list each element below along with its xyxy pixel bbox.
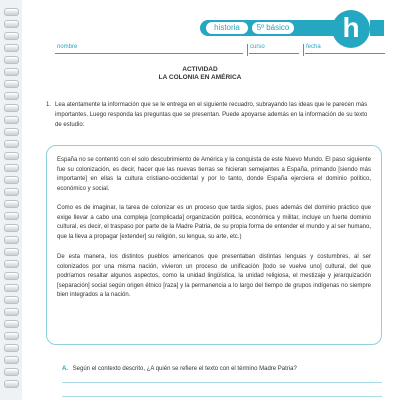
- date-label: fecha: [306, 44, 321, 50]
- spiral-ring: [4, 44, 19, 52]
- reading-paragraph-1: España no se contentó con el solo descubrimiento de América y la conquista de este Nuevo Mundo. El paso siguiente fue su colonización, es decir, hacer que las nuevas tierras se hicieran semejantes a España, primando [siendo más importante] en ellas la cultura cristiano-occidental y por lo tanto, donde España ejerciera el dominio político, económico y social.: [57, 157, 371, 192]
- subject-pill: historia: [206, 22, 248, 34]
- answer-line[interactable]: [62, 382, 382, 383]
- spiral-ring: [4, 212, 19, 220]
- spiral-ring: [4, 236, 19, 244]
- reading-paragraph-2: Como es de imaginar, la tarea de colonizar es un proceso que tarda siglos, pues además del dominio práctico que exige llevar a cabo una compleja [complicada] organización política, económica y militar, incluye un fuerte dominio cultural, es decir, el traspaso por parte de la Madre Patria, de su propia forma de entender el mundo y al ser humano, que la lleva a propagar [extender] su religión, su lengua, su arte, etc.): [57, 205, 371, 240]
- activity-title: LA COLONIA EN AMÉRICA: [158, 74, 242, 81]
- subject-logo: h: [332, 10, 370, 48]
- spiral-ring: [4, 356, 19, 364]
- notebook-spiral: [0, 0, 22, 400]
- spiral-ring: [4, 320, 19, 328]
- date-line[interactable]: [305, 53, 385, 54]
- course-label: curso: [250, 44, 265, 50]
- reading-box: [46, 145, 382, 345]
- instruction: [46, 100, 375, 130]
- answer-line[interactable]: [62, 396, 382, 397]
- question-letter: A.: [62, 366, 68, 372]
- spiral-ring: [4, 128, 19, 136]
- spiral-ring: [4, 296, 19, 304]
- spiral-ring: [4, 284, 19, 292]
- info-separator: [303, 44, 304, 56]
- spiral-ring: [4, 344, 19, 352]
- spiral-ring: [4, 20, 19, 28]
- spiral-ring: [4, 224, 19, 232]
- course-line[interactable]: [249, 53, 299, 54]
- spiral-ring: [4, 116, 19, 124]
- grade-pill: 5º básico: [252, 22, 294, 34]
- spiral-ring: [4, 200, 19, 208]
- spiral-ring: [4, 152, 19, 160]
- spiral-ring: [4, 56, 19, 64]
- spiral-ring: [4, 80, 19, 88]
- spiral-ring: [4, 104, 19, 112]
- spiral-ring: [4, 32, 19, 40]
- spiral-ring: [4, 308, 19, 316]
- spiral-ring: [4, 260, 19, 268]
- spiral-ring: [4, 368, 19, 376]
- spiral-ring: [4, 176, 19, 184]
- spiral-ring: [4, 380, 19, 388]
- spiral-ring: [4, 140, 19, 148]
- spiral-ring: [4, 188, 19, 196]
- activity-heading: ACTIVIDAD: [182, 66, 218, 73]
- name-label: nombre: [57, 44, 78, 50]
- reading-paragraph-3: De esta manera, los distintos pueblos americanos que presentaban distintas lenguas y costumbres, al ser colonizados por una misma nación, vivieron un proceso de unificación [todo se vuelve uno] cultural, del que podríamos resaltar algunos aspectos, como la unidad lingüística, la unidad religiosa, el mestizaje y jerarquización [separación] social según origen étnico [raza] y la permanencia a lo largo del tiempo de grupos indígenas no siempre bien integrados a la nación.: [57, 254, 371, 298]
- instruction-number: 1.: [46, 102, 52, 108]
- spiral-ring: [4, 164, 19, 172]
- question-text: Según el contexto descrito, ¿A quién se refiere el texto con el término Madre Patria?: [72, 366, 297, 372]
- instruction-text: Lea atentamente la información que se le entrega en el siguiente recuadro, subrayando las ideas que le parecen más importantes. Luego responda las preguntas que se presentan. Puede apoyarse además en la información de su texto de estudio:: [55, 102, 368, 128]
- info-separator: [247, 44, 248, 56]
- spiral-ring: [4, 248, 19, 256]
- spiral-ring: [4, 92, 19, 100]
- spiral-ring: [4, 8, 19, 16]
- question-a: [62, 366, 382, 372]
- logo-tab: [370, 20, 384, 36]
- name-line[interactable]: [55, 53, 243, 54]
- spiral-ring: [4, 332, 19, 340]
- spiral-ring: [4, 272, 19, 280]
- student-info-row: [55, 44, 385, 56]
